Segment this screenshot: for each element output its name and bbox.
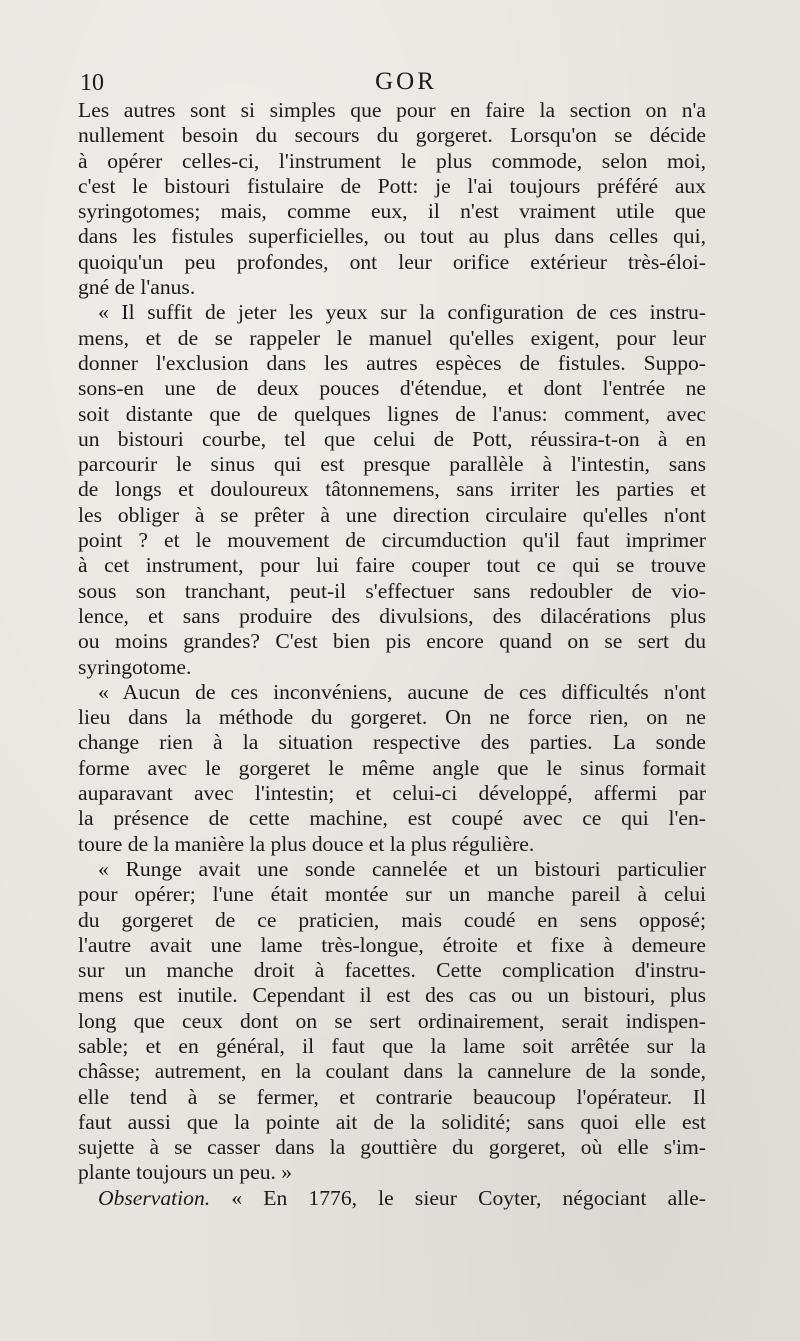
paragraph-3 — [78, 680, 706, 857]
text-line: lieu dans la méthode du gorgeret. On ne force rien, on ne — [78, 705, 706, 730]
text-line: « Il suffit de jeter les yeux sur la configuration de ces instru- — [98, 300, 706, 325]
text-line: du gorgeret de ce praticien, mais coudé en sens opposé; — [78, 907, 706, 932]
text-line — [78, 1186, 706, 1211]
text-line: quoiqu'un peu profondes, ont leur orifice extérieur très-éloi- — [78, 249, 706, 274]
text-line: donner l'exclusion dans les autres espèces de fistules. Suppo- — [78, 350, 706, 375]
text-line: les obliger à se prêter à une direction circulaire qu'elles n'ont — [78, 502, 706, 527]
text-line: de longs et douloureux tâtonnemens, sans irriter les parties et — [78, 477, 706, 502]
text-line: pour opérer; l'une était montée sur un manche pareil à celui — [78, 882, 706, 907]
text-line: nullement besoin du secours du gorgeret. Lorsqu'on se décide — [78, 123, 706, 148]
text-line: syringotomes; mais, comme eux, il n'est vraiment utile que — [78, 199, 706, 224]
text-line: point ? et le mouvement de circumduction qu'il faut imprimer — [78, 528, 706, 553]
text-line: gné de l'anus. — [78, 275, 196, 300]
observation-text: « En 1776, le sieur Coyter, négociant alle- — [231, 1185, 706, 1210]
page-header — [78, 62, 706, 102]
text-line: sur un manche droit à facettes. Cette complication d'instru- — [78, 958, 706, 983]
text-line: ou moins grandes? C'est bien pis encore quand on se sert du — [78, 629, 706, 654]
text-line: la présence de cette machine, est coupé avec ce qui l'en- — [78, 806, 706, 831]
text-line: elle tend à se fermer, et contrarie beaucoup l'opérateur. Il — [78, 1084, 706, 1109]
paragraph-1 — [78, 98, 706, 300]
text-line: long que ceux dont on se sert ordinairement, serait indispen- — [78, 1008, 706, 1033]
text-line: lence, et sans produire des divulsions, des dilacérations plus — [78, 603, 706, 628]
text-line: sujette à se casser dans la gouttière du gorgeret, où elle s'im- — [78, 1135, 706, 1160]
page-number: 10 — [80, 70, 104, 96]
text-line: l'autre avait une lame très-longue, étroite et fixe à demeure — [78, 932, 706, 957]
text-line: mens, et de se rappeler le manuel qu'elles exigent, pour leur — [78, 325, 706, 350]
text-line: toure de la manière la plus douce et la plus régulière. — [78, 831, 535, 856]
text-line: sous son tranchant, peut-il s'effectuer sans redoubler de vio- — [78, 578, 706, 603]
text-line: c'est le bistouri fistulaire de Pott: je l'ai toujours préféré aux — [78, 173, 706, 198]
text-line: un bistouri courbe, tel que celui de Pott, réussira-t-on à en — [78, 426, 706, 451]
text-line: syringotome. — [78, 654, 192, 679]
observation-heading: Observation. — [98, 1185, 211, 1210]
text-line: « Aucun de ces inconvéniens, aucune de ces difficultés n'ont — [98, 679, 706, 704]
text-line: châsse; autrement, en la coulant dans la cannelure de la sonde, — [78, 1059, 706, 1084]
text-line: mens est inutile. Cependant il est des cas ou un bistouri, plus — [78, 983, 706, 1008]
text-line: parcourir le sinus qui est presque parallèle à l'intestin, sans — [78, 452, 706, 477]
text-line: sable; et en général, il faut que la lame soit arrêtée sur la — [78, 1033, 706, 1058]
paragraph-2 — [78, 300, 706, 679]
text-line: auparavant avec l'intestin; et celui-ci développé, affermi par — [78, 781, 706, 806]
text-line: à opérer celles-ci, l'instrument le plus commode, selon moi, — [78, 148, 706, 173]
text-line: Les autres sont si simples que pour en faire la section on n'a — [78, 98, 706, 122]
text-line: plante toujours un peu. » — [78, 1160, 293, 1185]
text-line: soit distante que de quelques lignes de l'anus: comment, avec — [78, 401, 706, 426]
text-line: à cet instrument, pour lui faire couper tout ce qui se trouve — [78, 553, 706, 578]
running-head: GOR — [375, 68, 437, 95]
text-line: change rien à la situation respective des parties. La sonde — [78, 730, 706, 755]
text-line: forme avec le gorgeret le même angle que le sinus formait — [78, 755, 706, 780]
body-text — [78, 98, 706, 1211]
text-line: « Runge avait une sonde cannelée et un bistouri particulier — [98, 856, 706, 881]
paragraph-5 — [78, 1186, 706, 1211]
text-line: sons-en une de deux pouces d'étendue, et dont l'entrée ne — [78, 376, 706, 401]
paragraph-4 — [78, 857, 706, 1186]
text-line: dans les fistules superficielles, ou tout au plus dans celles qui, — [78, 224, 706, 249]
text-line: faut aussi que la pointe ait de la solidité; sans quoi elle est — [78, 1109, 706, 1134]
